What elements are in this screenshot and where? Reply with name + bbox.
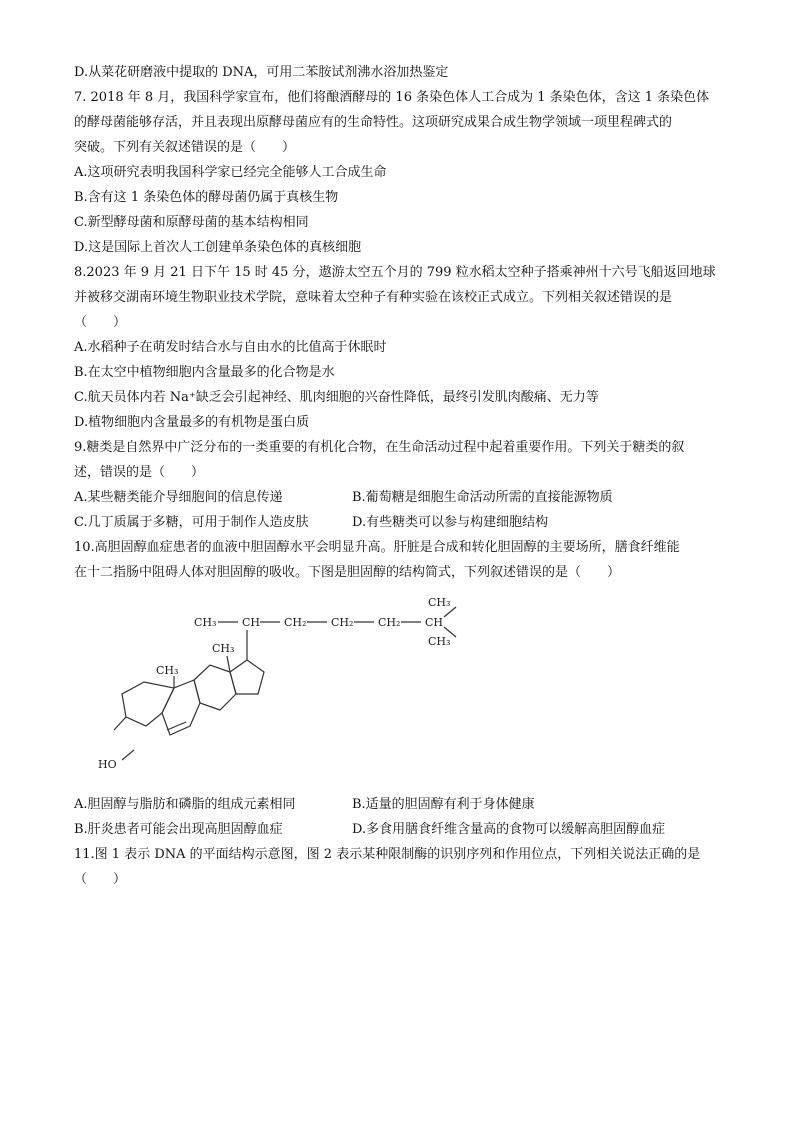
q8-stem-line-1: 8.2023 年 9 月 21 日下午 15 时 45 分，遨游太空五个月的 799 粒水稻太空种子搭乘神州十六号飞船返回地球 [74, 265, 716, 280]
methyl-ring-ab: CH₃ [156, 664, 179, 677]
chain-ch1: CH [242, 616, 261, 629]
chain-ch2-b: CH₂ [331, 616, 354, 629]
bond [227, 656, 230, 672]
ring-a [122, 682, 174, 726]
ring-b [162, 680, 200, 735]
q8-stem-line-2: 并被移交湖南环境生物职业技术学院，意味着太空种子有种实验在该校正式成立。下列相关叙述错误的是 [74, 290, 673, 305]
chain-ch: CH [425, 616, 444, 629]
chain-ch3: CH₃ [194, 616, 217, 629]
q10-stem-line-2: 在十二指肠中阻碍人体对胆固醇的吸收。下图是胆固醇的结构简式，下列叙述错误的是（ ） [74, 565, 621, 580]
q10-options-row-1 [74, 795, 724, 815]
q7-option-c: C.新型酵母菌和原酵母菌的基本结构相同 [74, 215, 309, 230]
q8-option-a: A.水稻种子在萌发时结合水与自由水的比值高于休眠时 [74, 340, 387, 355]
chain-ch2-a: CH₂ [284, 616, 307, 629]
q11-stem-line-1: 11.图 1 表示 DNA 的平面结构示意图，图 2 表示某种限制酶的识别序列和作用位点，下列相关说法正确的是 [74, 847, 701, 862]
q9-option-b: B.葡萄糖是细胞生命活动所需的直接能源物质 [352, 490, 613, 505]
q7-option-d: D.这是国际上首次人工创建单条染色体的真核细胞 [74, 240, 362, 255]
q7-option-a: A.这项研究表明我国科学家已经完全能够人工合成生命 [74, 165, 387, 180]
q10-option-d: D.多食用膳食纤维含量高的食物可以缓解高胆固醇血症 [352, 822, 666, 837]
q10-option-b: B.适量的胆固醇有利于身体健康 [352, 797, 535, 812]
q7-stem-line-2: 的酵母菌能够存活，并且表现出原酵母菌应有的生命特性。这项研究成果合成生物学领域一项里程碑式的 [74, 115, 673, 130]
bond [114, 717, 126, 730]
q6-option-d: D.从菜花研磨液中提取的 DNA，可用二苯胺试剂沸水浴加热鉴定 [74, 65, 449, 80]
q9-options-row-1 [74, 488, 724, 508]
q10-option-a: A.胆固醇与脂肪和磷脂的组成元素相同 [74, 797, 296, 812]
q9-option-c: C.几丁质属于多糖，可用于制作人造皮肤 [74, 515, 309, 530]
q10-stem-line-1: 10.高胆固醇血症患者的血液中胆固醇水平会明显升高。肝脏是合成和转化胆固醇的主要场所，膳食纤维能 [74, 540, 680, 555]
q9-stem-line-2: 述，错误的是（ ） [74, 465, 205, 480]
q9-option-a: A.某些糖类能介导细胞间的信息传递 [74, 490, 283, 505]
methyl-ring-d: CH₃ [212, 642, 235, 655]
branch-ch3-bottom: CH₃ [428, 635, 451, 648]
q10-options-row-2 [74, 820, 724, 840]
bond [122, 750, 134, 760]
q9-option-d: D.有些糖类可以参与构建细胞结构 [352, 515, 549, 530]
q7-stem-line-1: 7. 2018 年 8 月，我国科学家宣布，他们将酿酒酵母的 16 条染色体人工合成为 1 条染色体，含这 1 条染色体 [74, 90, 710, 105]
branch-ch3-top: CH₃ [428, 596, 451, 609]
ho-group: HO [98, 758, 117, 771]
q10-option-c: B.肝炎患者可能会出现高胆固醇血症 [74, 822, 283, 837]
q8-option-b: B.在太空中植物细胞内含量最多的化合物是水 [74, 365, 335, 380]
q9-options-row-2 [74, 513, 724, 533]
q9-stem-line-1: 9.糖类是自然界中广泛分布的一类重要的有机化合物，在生命活动过程中起着重要作用。下列关于糖类的叙 [74, 440, 685, 455]
q7-option-b: B.含有这 1 条染色体的酵母菌仍属于真核生物 [74, 190, 339, 205]
q7-stem-line-3: 突破。下列有关叙述错误的是（ ） [74, 140, 296, 155]
chain-ch2-c: CH₂ [378, 616, 401, 629]
q8-stem-line-3: （ ） [74, 315, 127, 330]
q11-stem-line-2: （ ） [74, 872, 127, 887]
cholesterol-structure-diagram [98, 590, 470, 785]
q8-option-d: D.植物细胞内含量最多的有机物是蛋白质 [74, 415, 310, 430]
q8-option-c: C.航天员体内若 Na⁺缺乏会引起神经、肌肉细胞的兴奋性降低，最终引发肌肉酸痛、无力等 [74, 390, 599, 405]
